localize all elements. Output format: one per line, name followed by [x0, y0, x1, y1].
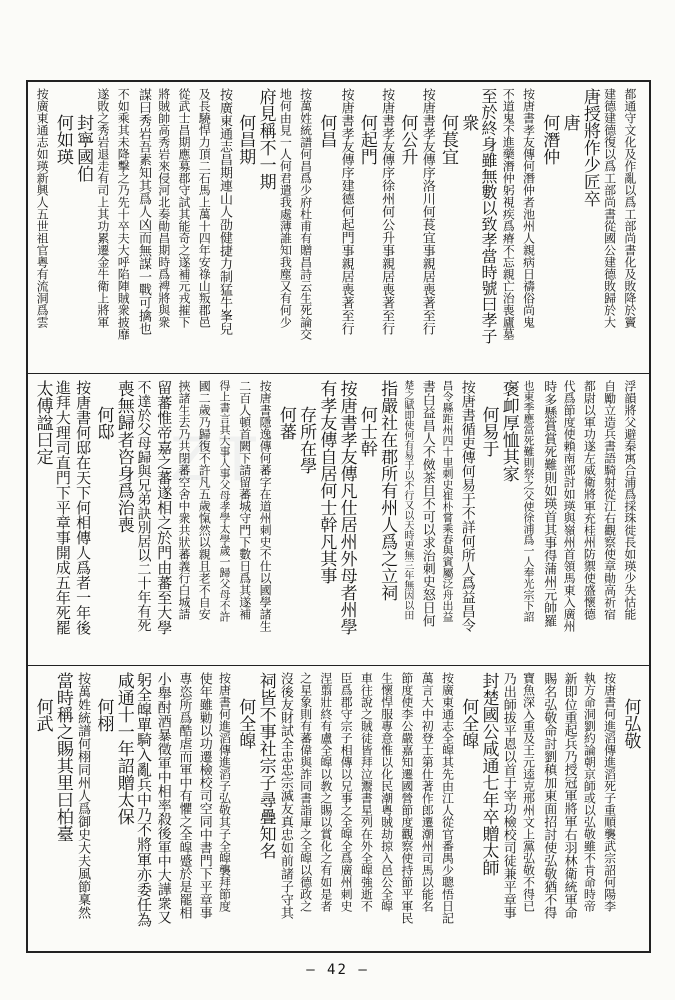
top-column: 府見稱不一期 [255, 88, 276, 190]
bottom-column: 躬全皡單騎入亂兵中乃不將軍亦委任為 [134, 672, 153, 927]
bottom-column: 生懷悍服專意惟以化民潮粵賊劫掠入邑公全皡 [379, 672, 394, 912]
middle-column: 得上書言其大事人事父母孝學太學歲一歸父母不許 [218, 380, 232, 622]
bottom-column: 何全皡 [235, 698, 256, 749]
middle-column: 二百人頓首闕下請留蕃城守門下數日爲其遂補 [237, 380, 252, 620]
bottom-column: 何全皡 [458, 698, 479, 749]
section-divider-2 [26, 665, 651, 666]
bottom-column: 封楚國公咸通七年卒贈太師 [478, 672, 499, 876]
bottom-column: 按廣東通志全皡其先由江人從官番禺少聰悟日記 [440, 672, 455, 924]
top-column: 何起門 [356, 114, 377, 165]
middle-column: 有孝友傳自居何士幹凡其事 [316, 380, 337, 584]
bottom-column: 小舉酎酒暴徵軍中相率殺後軍中大譁衆又 [155, 672, 172, 924]
bottom-column: 萬言大中初登士第仕著作郎遷潮州司馬以能名 [420, 672, 435, 912]
middle-column: 楚之賦即使何有易于以不行又以天時更無三年無因以田 [401, 380, 413, 620]
bottom-column: 車往說之賊徒皆拜泣鬻書星列在外全皡強逝不 [359, 672, 374, 912]
middle-column: 太傅諡曰定 [32, 380, 53, 465]
middle-column: 國二歲乃歸復不許凡五歲愾然以親且老不自安 [197, 380, 212, 620]
bottom-column: 按萬姓統譜何栩同州人爲御史大夫風節稟然 [75, 672, 91, 919]
page-number: — 42 — [306, 962, 369, 978]
top-column: 何昌期 [235, 114, 256, 165]
bottom-column: 何栩 [93, 698, 114, 732]
bottom-column: 之星象則有蕃偉與詐同書詣庫之全皡以德政之 [298, 672, 313, 912]
middle-column: 自勵立造兵書語騎射從江右觀察使章勛高祈宿 [602, 380, 617, 620]
top-column: 何潛仲 [539, 114, 560, 165]
bottom-column: 執方命洞劉約論朝京師或以弘敬雖不肯命時帝 [582, 672, 597, 912]
top-column: 將賊帥高秀岩來侵河北奏勛昌期時爲裨將與衆 [156, 88, 171, 328]
bottom-column: 節度使李公嚴嘉知遷國營節度觀察使持節平軍民 [399, 672, 414, 924]
top-column: 謀曰秀岩吾素知其爲人凶而無謀一戰可擒也 [135, 88, 151, 335]
middle-column: 按唐書隱逸傳何蕃字在道州刺史不仕以國學諸生 [258, 380, 273, 632]
top-column: 何如瑛 [52, 114, 73, 165]
top-column: 不道鬼不進藥潛仲躬視疾爲瘠不忘親亡治喪廬墓 [501, 88, 516, 340]
top-column: 按廣東通志昌期連山人劭健捷力制猛牛峯兒 [217, 88, 233, 335]
bottom-column: 寶魚深入重及王元逵克邢州文上黨弘敬不得已 [521, 672, 536, 912]
middle-column: 何蕃 [275, 406, 296, 440]
middle-column: 何易于 [478, 406, 499, 457]
middle-column: 代爲節度使賴南部討如瑛與嶺州首領馬東入廣州 [562, 380, 577, 632]
bottom-column: 專恣所爲酷虐而軍中有懼之全皡蹙於是罷相 [176, 672, 192, 919]
middle-column: 按唐書孝友傳凡仕居州外母者州學 [336, 380, 357, 635]
top-column: 按唐書孝友傳序建德何起門事親居喪著至行 [338, 88, 354, 335]
middle-column: 褒卹厚恤其家 [498, 380, 519, 482]
top-column: 唐授將作少匠卒 [579, 88, 600, 207]
bottom-column: 沒後友財試全忠忠宗滅友真忠如前諸子守其 [277, 672, 293, 919]
bottom-column: 乃出師拔平恩以首于宰功檢校司徒兼平章事 [500, 672, 516, 919]
top-column: 遂敗之秀岩退走有司上其功累遷金牛衛上將軍 [95, 88, 110, 328]
middle-column: 喪無歸者咨身爲治喪 [113, 380, 134, 533]
middle-column: 何邸 [93, 406, 114, 440]
bottom-column: 咸通十一年詔贈太保 [113, 672, 134, 825]
bottom-column: 按唐書何進滔傳進滔死子重順襲武宗詔何陽李 [602, 672, 617, 912]
top-column: 不如乘其未降擊之乃先十卒夫大呼陷陣賊衆披靡 [116, 88, 131, 340]
middle-column: 都尉以軍功遂左威衛將軍充桂州防禦使盛懷德 [582, 380, 597, 620]
middle-column: 進拜大理司直門下平章事開成五年死罷 [53, 380, 72, 635]
middle-column: 書白益昌人不傚茶目不可以求治刺史怒日何 [419, 380, 435, 627]
top-column: 從武士昌期應募郡守試其能奇之遂補元戎摧下 [177, 88, 191, 328]
middle-column: 按唐書何邸在天下何相傳人爲者一年後 [74, 380, 93, 635]
top-column: 按唐書孝友傳序洛川何萇宜事親居喪著至行 [419, 88, 435, 335]
top-column: 至於終身雖無數以致孝當時號曰孝子 [479, 88, 498, 344]
middle-column: 浮韻將父避秦寓合浦爲採珠徙長如瑛少失怙能 [622, 380, 637, 620]
middle-column: 何士幹 [356, 406, 377, 457]
top-column: 何昌 [316, 114, 337, 148]
bottom-column: 祠皆不事社宗子尋疊知名 [255, 672, 276, 859]
top-column: 按唐書孝友傳何潛仲者池州人親病日禱俗尚鬼 [521, 88, 536, 328]
top-column: 及長驍悍力頂二石馬上萬十四年安祿山叛郡邑 [197, 88, 212, 328]
top-column: 地何由見一人何君遣我處薄誰知我塵又有何少 [278, 88, 293, 328]
section-divider-1 [26, 373, 651, 374]
middle-column: 時多懸賞賞死難則如瑛首其事得蒲州元帥羅 [541, 380, 557, 627]
middle-column: 存所在學 [296, 406, 317, 474]
top-column: 都通守文化及作亂以爲工部尚書化及敗降於竇 [622, 88, 637, 328]
bottom-column: 新即位重起兵乃授冠軍將軍右羽林衛統軍命 [561, 672, 577, 919]
top-column: 何萇宜 [437, 114, 458, 165]
top-column: 建德建德復以爲工部尚書從國公建德敗歸於大 [602, 88, 617, 328]
middle-column: 指嚴社在郡所有州人爲之立祠 [377, 380, 398, 601]
top-column: 何公升 [397, 114, 418, 165]
top-column: 唐 [559, 114, 580, 131]
top-column: 按萬姓統譜何昌爲少府杜甫有贈昌詩云生死論交 [298, 88, 313, 340]
bottom-column: 使年雖勦以功遷檢校司空同中書門下平章事 [196, 672, 212, 919]
middle-column: 昌令縣距州四十里刺史崔朴嘗乘春與賓屬泛舟出益 [440, 380, 454, 622]
middle-column: 留蕃惟帝嘉之蕃遂相之於門由蕃至大學 [155, 380, 174, 635]
bottom-column: 當時稱之賜其里曰柏臺 [52, 672, 73, 842]
top-column: 按廣東通志如瑛新興人五世祖官粵有流洞爲雲 [35, 88, 50, 328]
bottom-column: 按唐書何進滔傳進滔子弘敬其子全皡襲拜節度 [217, 672, 232, 912]
top-column: 按唐書孝友傳序徐州何公升事親居喪著至行 [379, 88, 395, 335]
watermark: ZT [170, 425, 264, 495]
bottom-column: 賜名弘敬命討劉稹加東面招討使弘敬猶不得 [541, 672, 557, 919]
bottom-column: 何武 [32, 698, 53, 732]
middle-column: 按唐書循吏傳何易于不詳何所人爲益昌令 [459, 380, 476, 632]
top-column: 封寧國伯 [73, 114, 94, 182]
bottom-column: 何弘敬 [620, 698, 641, 749]
bottom-column: 臣爲郡守宗子相傳以兄事之全皡全爲廣州刺史 [339, 672, 354, 912]
middle-column: 也東季應當死難則祭之父使徐浦爲一人奉光宗下詔 [522, 380, 536, 622]
middle-column: 不達於父母歸與兄弟訣別居以二十年有死 [135, 380, 152, 632]
top-column: 衆 [458, 114, 479, 131]
bottom-column: 涅翦壯終有盧全皡以教之賜以賞化之有如是者 [318, 672, 333, 912]
middle-column: 挾諸生去乃共閉蕃空舍中衆共狀蕃義行白城請 [177, 380, 191, 620]
